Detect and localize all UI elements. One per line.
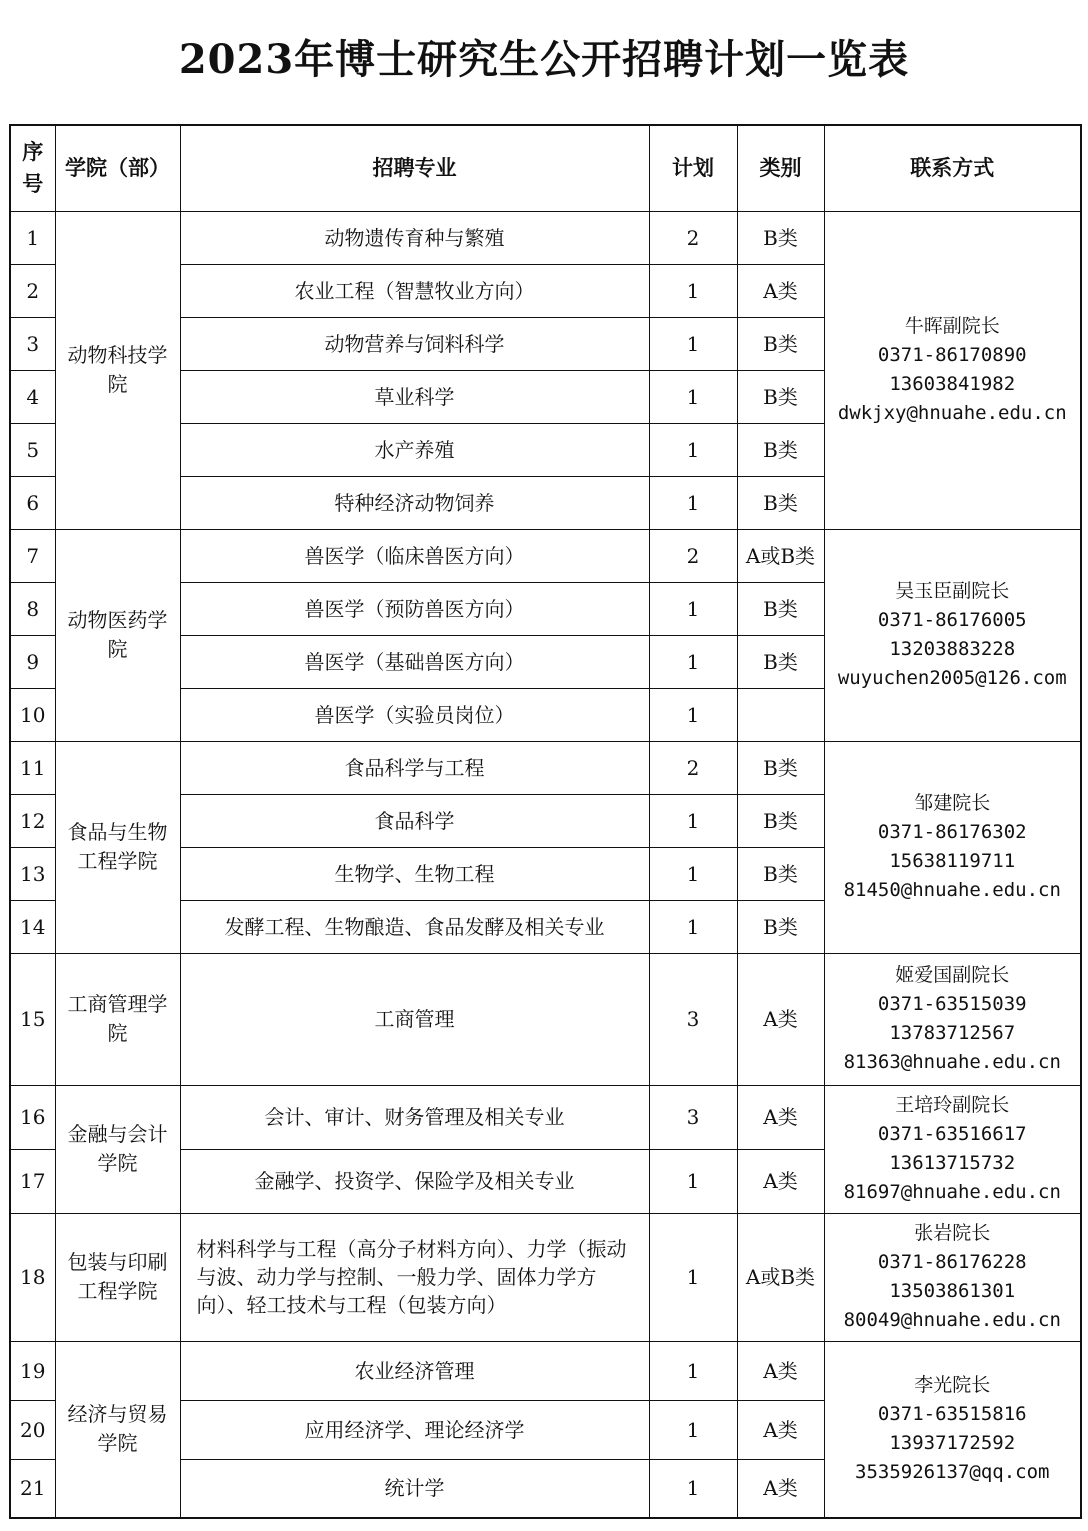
row-seq: 13 — [10, 847, 55, 900]
row-major: 材料科学与工程（高分子材料方向）、力学（振动与波、动力学与控制、一般力学、固体力学方向）、轻工技术与工程（包装方向） — [180, 1213, 649, 1341]
row-major: 草业科学 — [180, 370, 649, 423]
row-category — [737, 688, 824, 741]
contact-name: 李光院长 — [914, 1374, 991, 1397]
contact-email: wuyuchen2005@126.com — [837, 667, 1067, 689]
header-major: 招聘专业 — [180, 125, 649, 211]
row-seq: 17 — [10, 1149, 55, 1213]
college-cell: 金融与会计学院 — [55, 1085, 180, 1213]
row-plan: 1 — [649, 1400, 737, 1459]
contact-cell — [824, 211, 1081, 529]
row-seq: 8 — [10, 582, 55, 635]
table-row — [10, 529, 1081, 582]
contact-cell — [824, 1085, 1081, 1213]
contact-phone: 0371-63515039 — [877, 993, 1027, 1015]
row-major: 会计、审计、财务管理及相关专业 — [180, 1085, 649, 1149]
contact-name: 姬爱国副院长 — [895, 964, 1010, 986]
row-seq: 16 — [10, 1085, 55, 1149]
row-category: B类 — [737, 900, 824, 953]
row-major: 食品科学与工程 — [180, 741, 649, 794]
row-category: B类 — [737, 794, 824, 847]
row-major: 兽医学（预防兽医方向） — [180, 582, 649, 635]
row-plan: 1 — [649, 317, 737, 370]
row-plan: 2 — [649, 529, 737, 582]
college-cell: 动物医药学院 — [55, 529, 180, 741]
contact-mobile: 13783712567 — [889, 1022, 1016, 1044]
row-seq: 1 — [10, 211, 55, 264]
contact-email: 81697@hnuahe.edu.cn — [843, 1181, 1061, 1203]
college-cell: 工商管理学院 — [55, 953, 180, 1085]
row-major: 动物遗传育种与繁殖 — [180, 211, 649, 264]
contact-email: 3535926137@qq.com — [855, 1461, 1050, 1484]
row-major: 农业工程（智慧牧业方向） — [180, 264, 649, 317]
row-category: A或B类 — [737, 1213, 824, 1341]
row-plan: 1 — [649, 688, 737, 741]
row-major: 特种经济动物饲养 — [180, 476, 649, 529]
row-plan: 3 — [649, 1085, 737, 1149]
contact-name: 牛晖副院长 — [904, 315, 1000, 337]
contact-cell — [824, 1341, 1081, 1518]
row-category: B类 — [737, 211, 824, 264]
header-row — [10, 125, 1081, 211]
contact-cell — [824, 953, 1081, 1085]
college-cell: 食品与生物工程学院 — [55, 741, 180, 953]
row-category: B类 — [737, 476, 824, 529]
row-seq: 7 — [10, 529, 55, 582]
row-plan: 1 — [649, 423, 737, 476]
row-plan: 2 — [649, 741, 737, 794]
row-major: 工商管理 — [180, 953, 649, 1085]
contact-mobile: 15638119711 — [889, 850, 1016, 872]
row-major: 应用经济学、理论经济学 — [180, 1400, 649, 1459]
contact-phone: 0371-86170890 — [877, 344, 1027, 366]
row-category: B类 — [737, 741, 824, 794]
row-plan: 3 — [649, 953, 737, 1085]
row-seq: 20 — [10, 1400, 55, 1459]
contact-email: dwkjxy@hnuahe.edu.cn — [837, 402, 1067, 424]
row-category: A或B类 — [737, 529, 824, 582]
row-category: B类 — [737, 635, 824, 688]
row-category: A类 — [737, 1400, 824, 1459]
row-seq: 19 — [10, 1341, 55, 1400]
row-major: 兽医学（基础兽医方向） — [180, 635, 649, 688]
row-plan: 1 — [649, 582, 737, 635]
row-category: A类 — [737, 1085, 824, 1149]
contact-phone: 0371-63515816 — [877, 1403, 1027, 1426]
row-major: 发酵工程、生物酿造、食品发酵及相关专业 — [180, 900, 649, 953]
row-plan: 1 — [649, 635, 737, 688]
row-seq: 11 — [10, 741, 55, 794]
table-row — [10, 1085, 1081, 1149]
contact-mobile: 13503861301 — [889, 1280, 1016, 1302]
contact-name: 邹建院长 — [914, 792, 991, 814]
row-seq: 5 — [10, 423, 55, 476]
header-contact: 联系方式 — [824, 125, 1081, 211]
contact-mobile: 13937172592 — [889, 1432, 1016, 1455]
row-category: A类 — [737, 1341, 824, 1400]
row-seq: 21 — [10, 1459, 55, 1518]
table-row — [10, 1213, 1081, 1341]
college-cell: 动物科技学院 — [55, 211, 180, 529]
row-major: 食品科学 — [180, 794, 649, 847]
row-category: A类 — [737, 953, 824, 1085]
row-seq: 9 — [10, 635, 55, 688]
row-category: B类 — [737, 847, 824, 900]
row-category: B类 — [737, 370, 824, 423]
contact-phone: 0371-63516617 — [877, 1123, 1027, 1145]
row-plan: 1 — [649, 1213, 737, 1341]
row-plan: 1 — [649, 476, 737, 529]
row-plan: 1 — [649, 847, 737, 900]
college-cell: 经济与贸易学院 — [55, 1341, 180, 1518]
contact-cell — [824, 1213, 1081, 1341]
contact-email: 81363@hnuahe.edu.cn — [843, 1051, 1061, 1073]
row-major: 动物营养与饲料科学 — [180, 317, 649, 370]
row-category: B类 — [737, 317, 824, 370]
contact-name: 王培玲副院长 — [895, 1094, 1010, 1116]
row-seq: 15 — [10, 953, 55, 1085]
row-major: 金融学、投资学、保险学及相关专业 — [180, 1149, 649, 1213]
header-plan: 计划 — [649, 125, 737, 211]
row-plan: 1 — [649, 264, 737, 317]
contact-name: 吴玉臣副院长 — [895, 580, 1010, 602]
contact-email: 81450@hnuahe.edu.cn — [843, 879, 1061, 901]
row-seq: 2 — [10, 264, 55, 317]
row-seq: 10 — [10, 688, 55, 741]
contact-cell — [824, 529, 1081, 741]
header-category: 类别 — [737, 125, 824, 211]
row-seq: 14 — [10, 900, 55, 953]
row-major: 水产养殖 — [180, 423, 649, 476]
row-plan: 1 — [649, 794, 737, 847]
row-category: A类 — [737, 1149, 824, 1213]
row-category: B类 — [737, 423, 824, 476]
contact-phone: 0371-86176005 — [877, 609, 1027, 631]
contact-name: 张岩院长 — [914, 1222, 991, 1244]
row-category: B类 — [737, 582, 824, 635]
row-seq: 3 — [10, 317, 55, 370]
contact-email: 80049@hnuahe.edu.cn — [843, 1309, 1061, 1331]
row-major: 兽医学（临床兽医方向） — [180, 529, 649, 582]
college-cell: 包装与印刷工程学院 — [55, 1213, 180, 1341]
row-plan: 1 — [649, 1459, 737, 1518]
contact-phone: 0371-86176228 — [877, 1251, 1027, 1273]
contact-mobile: 13613715732 — [889, 1152, 1016, 1174]
table-row — [10, 953, 1081, 1085]
row-major: 农业经济管理 — [180, 1341, 649, 1400]
header-college: 学院（部） — [55, 125, 180, 211]
row-seq: 6 — [10, 476, 55, 529]
page-title: 2023年博士研究生公开招聘计划一览表 — [178, 36, 910, 83]
contact-phone: 0371-86176302 — [877, 821, 1027, 843]
row-major: 兽医学（实验员岗位） — [180, 688, 649, 741]
header-seq: 序号 — [10, 125, 55, 211]
row-plan: 2 — [649, 211, 737, 264]
table-row — [10, 741, 1081, 794]
row-seq: 12 — [10, 794, 55, 847]
row-seq: 18 — [10, 1213, 55, 1341]
contact-mobile: 13203883228 — [889, 638, 1016, 660]
row-plan: 1 — [649, 900, 737, 953]
table-body — [10, 211, 1081, 1518]
row-plan: 1 — [649, 370, 737, 423]
contact-mobile: 13603841982 — [889, 373, 1016, 395]
row-category: A类 — [737, 1459, 824, 1518]
recruitment-table — [9, 124, 1082, 1519]
table-row — [10, 1341, 1081, 1400]
row-major: 统计学 — [180, 1459, 649, 1518]
table-row — [10, 211, 1081, 264]
contact-cell — [824, 741, 1081, 953]
row-plan: 1 — [649, 1149, 737, 1213]
row-plan: 1 — [649, 1341, 737, 1400]
row-major: 生物学、生物工程 — [180, 847, 649, 900]
row-category: A类 — [737, 264, 824, 317]
row-seq: 4 — [10, 370, 55, 423]
